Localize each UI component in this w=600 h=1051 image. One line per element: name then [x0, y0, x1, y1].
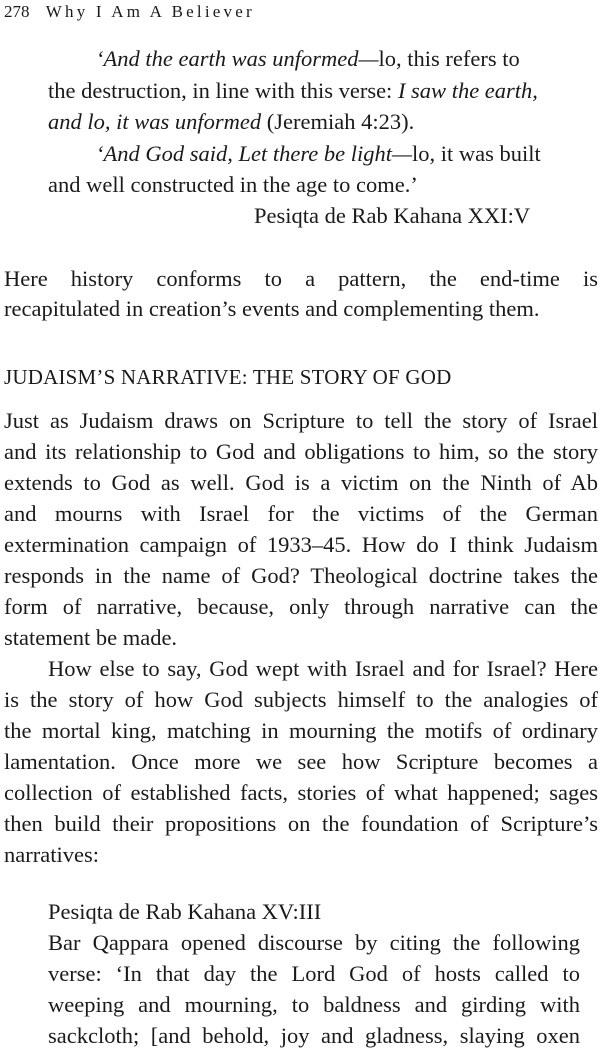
quote2-line-4: sackcloth; [and behold, joy and gladness, slaying oxen — [48, 1023, 580, 1048]
paragraph3-line-2: is the story of how God subjects himself to the analogies of — [4, 687, 598, 712]
paragraph1-line-1: Here history conforms to a pattern, the end-time is — [4, 266, 598, 291]
quote1-line-3-italic: and lo, it was unformed — [48, 109, 262, 134]
paragraph2-line-4: and mourns with Israel for the victims of the German — [4, 501, 598, 526]
quote1-line-2 — [48, 76, 538, 106]
paragraph2-line-7: form of narrative, because, only through narrative can the — [4, 594, 598, 619]
quote1-line-2-italic: I saw the earth, — [397, 78, 538, 103]
paragraph3-line-7: narratives: — [4, 842, 99, 867]
quote1-line-2-roman: the destruction, in line with this verse: — [48, 78, 398, 103]
running-title: Why I Am A Believer — [45, 2, 255, 21]
quote1-citation: Pesiqta de Rab Kahana XXI:V — [254, 203, 531, 228]
paragraph3-line-4: lamentation. Once more we see how Scripture becomes a — [4, 749, 598, 774]
paragraph2-line-3: extends to God as well. God is a victim on the Ninth of Ab — [4, 470, 598, 495]
paragraph2-line-6: responds in the name of God? Theological doctrine takes the — [4, 563, 598, 588]
paragraph2-line-2: and its relationship to God and obligations to him, so the story — [4, 439, 598, 464]
paragraph3-line-6: then build their propositions on the foundation of Scripture’s — [4, 811, 598, 836]
quote2-source: Pesiqta de Rab Kahana XV:III — [48, 899, 322, 924]
quote1-line-4-roman: lo, it was built — [412, 141, 541, 166]
paragraph2-line-8: statement be made. — [4, 625, 178, 650]
page-number: 278 — [4, 2, 30, 21]
section-heading: JUDAISM’S NARRATIVE: THE STORY OF GOD — [4, 365, 452, 389]
quote1-line-1 — [96, 44, 520, 74]
quote1-line-1-roman: lo, this refers to — [378, 46, 520, 71]
paragraph2-line-1: Just as Judaism draws on Scripture to tell the story of Israel — [4, 408, 598, 433]
quote1-line-4-italic: ‘And God said, Let there be light— — [96, 141, 413, 166]
quote1-line-3-roman: (Jeremiah 4:23). — [261, 109, 415, 134]
quote1-line-3 — [48, 107, 414, 137]
quote2-line-3: weeping and mourning, to baldness and girding with — [48, 992, 580, 1017]
quote2-line-2: verse: ‘In that day the Lord God of hosts called to — [48, 961, 580, 986]
quote1-line-5-roman: and well constructed in the age to come.’ — [48, 172, 418, 197]
quote1-line-1-italic: ‘And the earth was unformed— — [96, 46, 379, 71]
paragraph2-line-5: extermination campaign of 1933–45. How do I think Judaism — [4, 532, 598, 557]
paragraph3-line-5: collection of established facts, stories of what happened; sages — [4, 780, 598, 805]
quote1-line-4 — [96, 139, 541, 169]
running-head — [4, 2, 255, 22]
paragraph1-line-2: recapitulated in creation’s events and complementing them. — [4, 296, 540, 321]
paragraph3-line-3: the mortal king, matching in mourning the motifs of ordinary — [4, 718, 598, 743]
quote1-line-5 — [48, 170, 418, 200]
quote2-line-1: Bar Qappara opened discourse by citing the following — [48, 930, 580, 955]
paragraph3-line-1: How else to say, God wept with Israel and for Israel? Here — [48, 656, 598, 681]
